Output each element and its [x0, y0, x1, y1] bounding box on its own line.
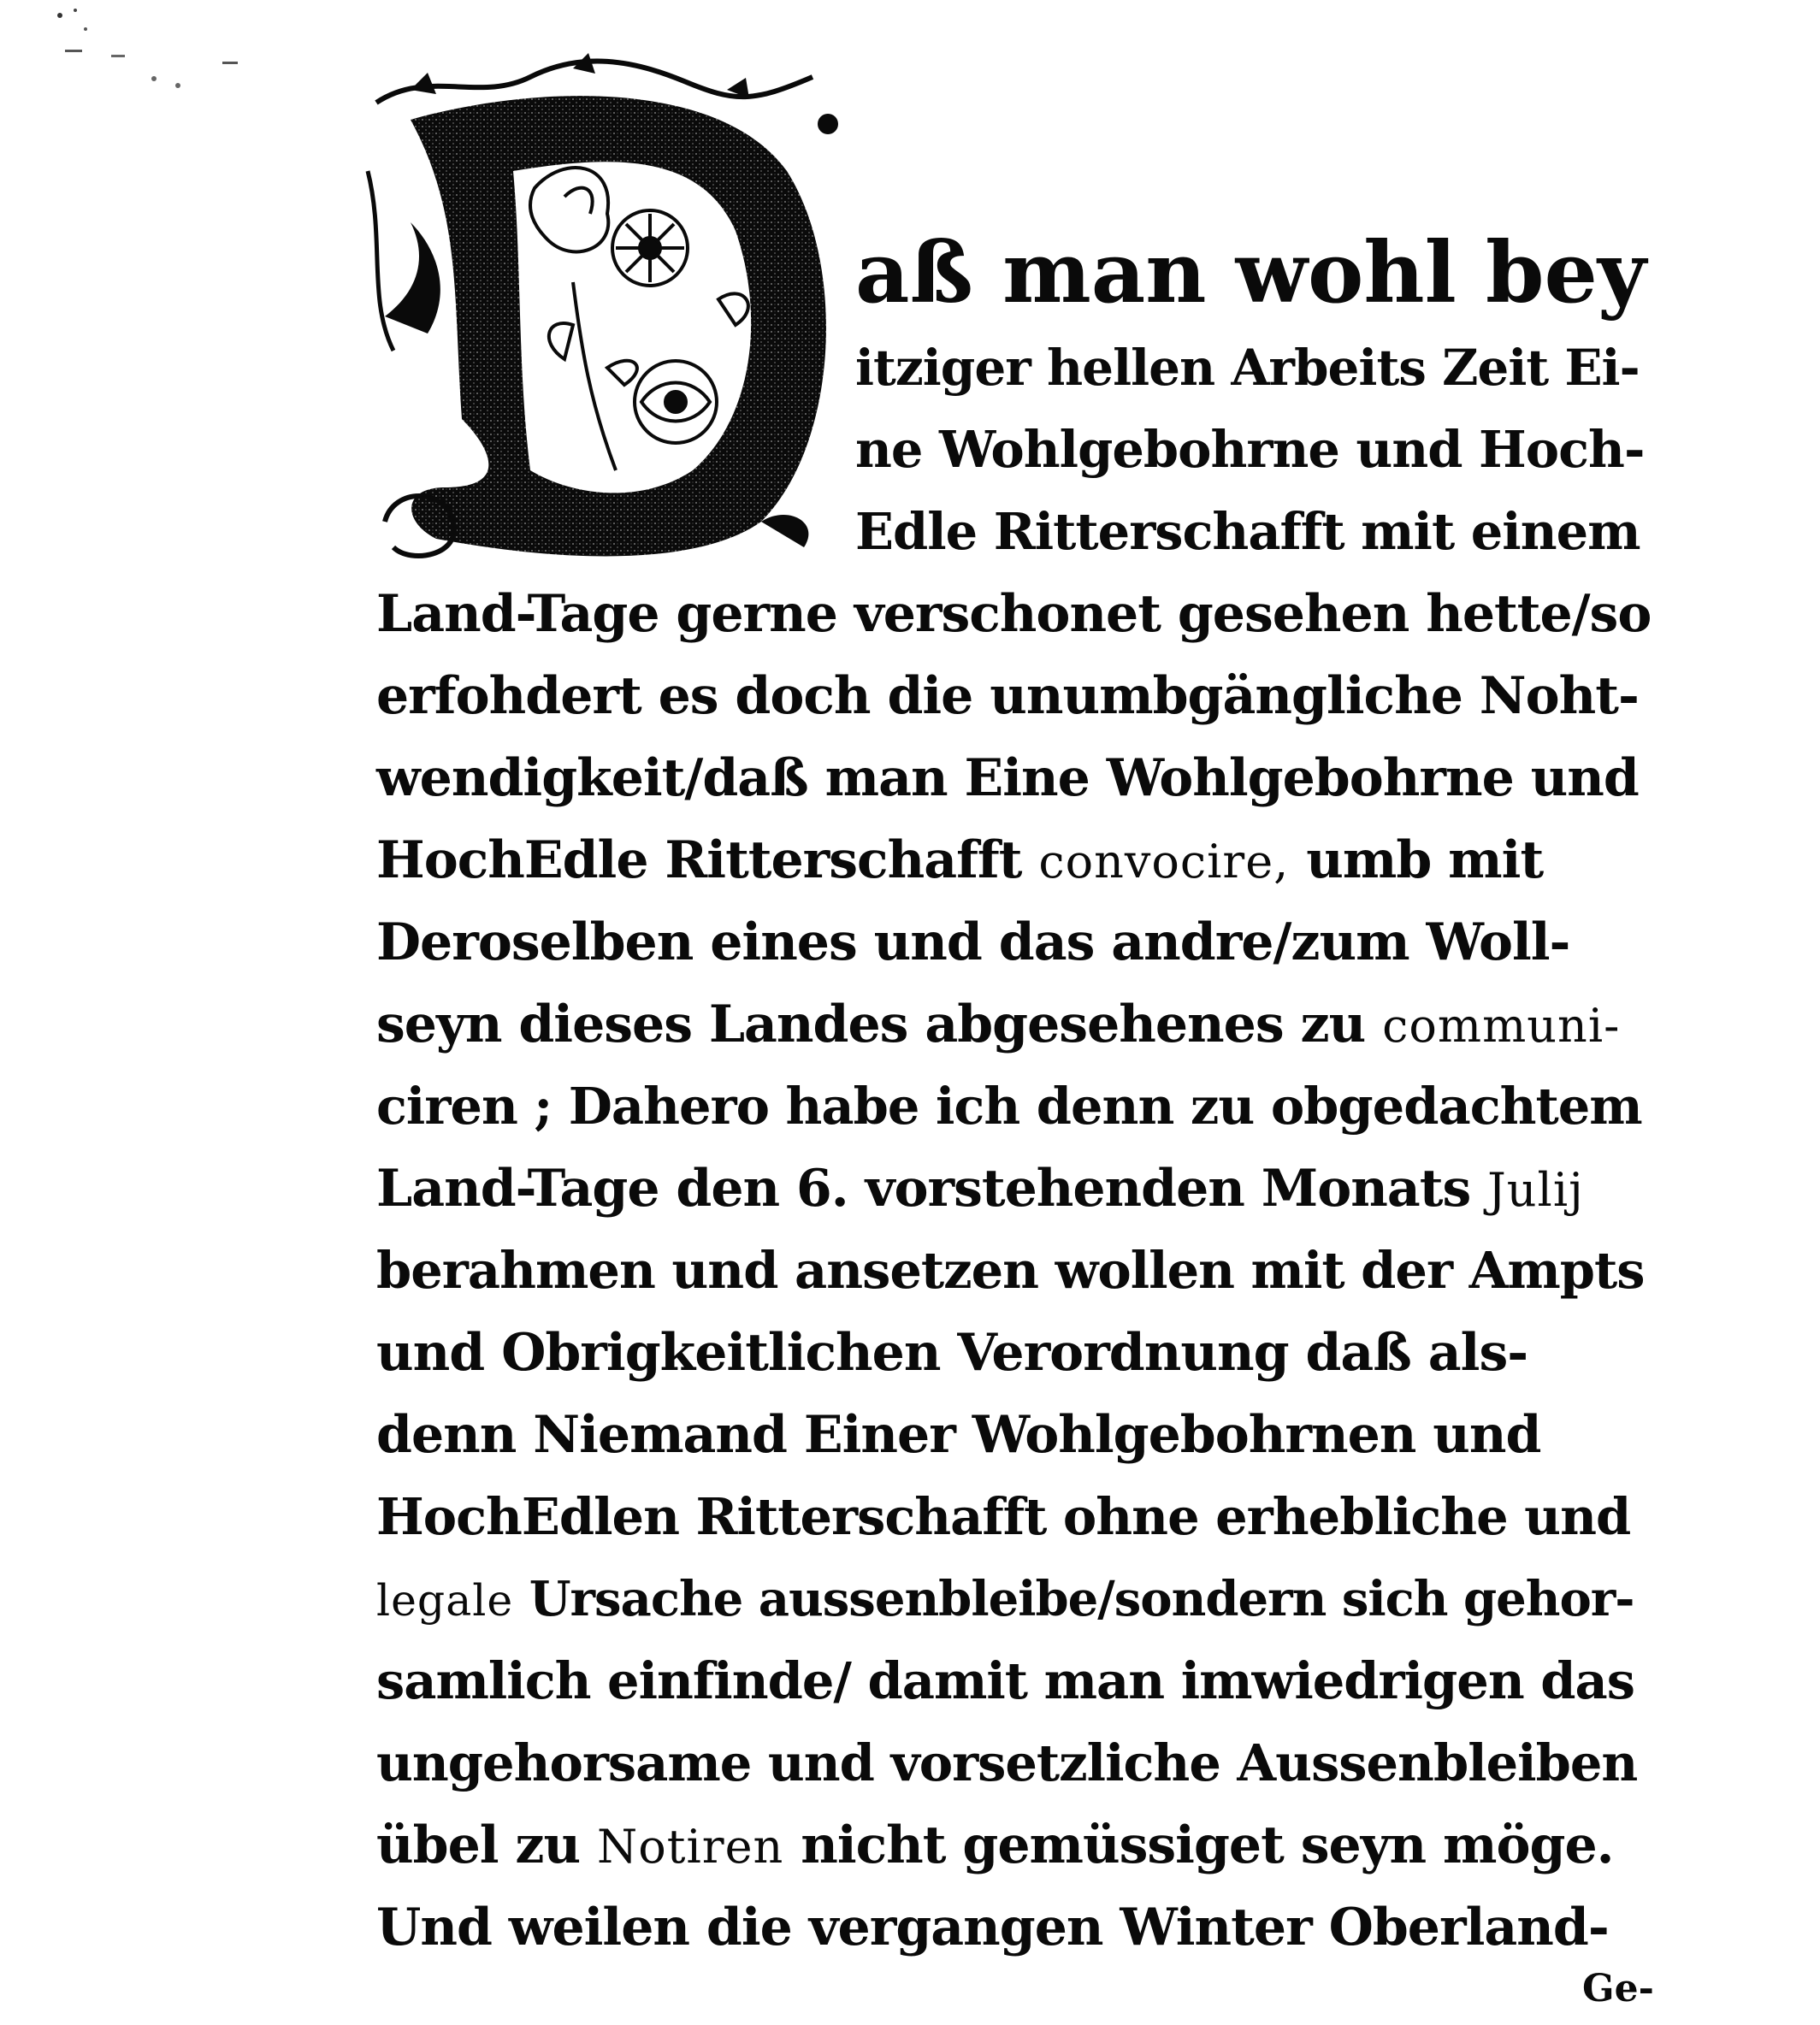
text-line-19: ungehorsame und vorsetzliche Aussenbleiben	[376, 1733, 1638, 1792]
text-line-12	[376, 1148, 1584, 1230]
text-segment: übel zu	[376, 1815, 581, 1875]
text-segment: Land-Tage den 6. vorstehenden Monats	[376, 1159, 1471, 1219]
text-line-18: samlich einfinde/ damit man imwiedrigen das	[376, 1651, 1634, 1710]
text-segment: Ursache aussenbleibe/sondern sich gehor-	[529, 1571, 1634, 1627]
text-line-6: erfohdert es doch die unumbgängliche Noht-	[376, 666, 1639, 726]
text-segment: umb mit	[1306, 830, 1544, 890]
text-line-17	[376, 1558, 1634, 1640]
text-line-14: und Obrigkeitlichen Verordnung daß als-	[376, 1323, 1528, 1383]
text-line-10	[376, 983, 1620, 1066]
text-line-21: Und weilen die vergangen Winter Oberland-	[376, 1898, 1609, 1957]
text-line-11: ciren ; Dahero habe ich denn zu obgedachtem	[376, 1077, 1642, 1136]
text-segment: nicht gemüssiget seyn möge.	[801, 1815, 1614, 1875]
latin-word: communi-	[1382, 999, 1621, 1053]
catchword: Ge-	[1582, 1967, 1654, 2010]
text-line-3: ne Wohlgebohrne und Hoch-	[855, 420, 1645, 479]
text-line-8	[376, 819, 1543, 901]
text-line-16: HochEdlen Ritterschafft ohne erhebliche und	[376, 1487, 1631, 1546]
ornamental-drop-cap	[359, 43, 847, 573]
text-segment: HochEdle Ritterschafft	[376, 830, 1022, 890]
latin-word: Notiren	[597, 1820, 784, 1874]
latin-word: convocire,	[1038, 835, 1290, 889]
text-line-2: itziger hellen Arbeits Zeit Ei-	[855, 339, 1640, 397]
text-line-13: berahmen und ansetzen wollen mit der Ampts	[376, 1241, 1645, 1300]
text-line-4: Edle Ritterschafft mit einem	[855, 502, 1640, 561]
text-segment: seyn dieses Landes abgesehenes zu	[376, 995, 1366, 1054]
latin-word: Julij	[1487, 1163, 1584, 1217]
text-line-1: aß man wohl bey	[855, 224, 1646, 322]
text-line-15: denn Niemand Einer Wohlgebohrnen und	[376, 1405, 1541, 1465]
text-line-9: Deroselben eines und das andre/zum Woll-	[376, 912, 1570, 972]
margin-specks	[34, 0, 274, 120]
latin-word: legale	[376, 1575, 514, 1626]
text-line-5: Land-Tage gerne verschonet gesehen hette/so	[376, 584, 1652, 644]
text-line-20	[376, 1804, 1614, 1886]
text-line-7: wendigkeit/daß man Eine Wohlgebohrne und	[376, 748, 1639, 808]
